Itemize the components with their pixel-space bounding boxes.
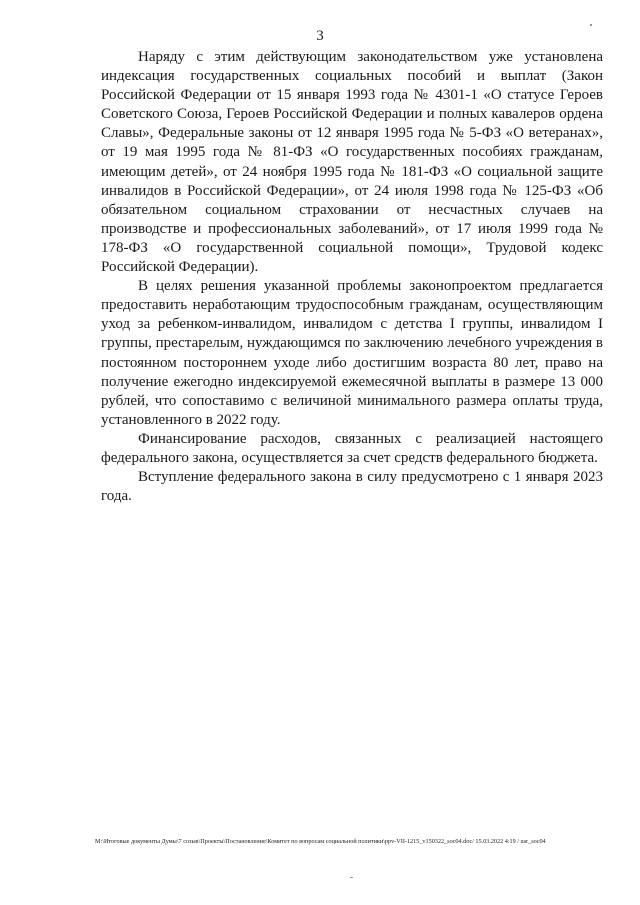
paragraph-proposal: В целях решения указанной проблемы законопроектом предлагается предоставить неработающим трудоспособным гражданам, осуществляющим уход за ребенком-инвалидом, инвалидом с детства I группы, инвалидом I группы, престарелым, нуждающимся по заключению лечебного учреждения в постоянном постороннем уходе либо достигшим возраста 80 лет, право на получение ежегодно индексируемой ежемесячной выплаты в размере 13 000 рублей, что сопоставимо с величиной минимального размера оплаты труда, установленного в 2022 году. [101,278,603,428]
paragraph-indexation: Наряду с этим действующим законодательством уже установлена индексация государственных социальных пособий и выплат (Закон Российской Федерации от 15 января 1993 года № 4301-1 «О статусе Героев Советского Союза, Героев Российской Федерации и полных кавалеров ордена Славы», Федеральные законы от 12 января 1995 года № 5-ФЗ «О ветеранах», от 19 мая 1995 года № 81-ФЗ «О государственных пособиях гражданам, имеющим детей», от 24 ноября 1995 года № 181-ФЗ «О социальной защите инвалидов в Российской Федерации», от 24 июля 1998 года № 125-ФЗ «Об обязательном социальном страховании от несчастных случаев на производстве и профессиональных заболеваний», от 17 июля 1999 года № 178-ФЗ «О государственной социальной помощи», Трудовой кодекс Российской Федерации). [101,49,603,276]
scan-mark [590,24,592,26]
paragraph-effective-date: Вступление федерального закона в силу предусмотрено с 1 января 2023 года. [101,469,603,505]
scan-mark-bottom [350,877,353,878]
file-path-footer: M:\Итоговые документы Думы\7 созыв\Проекты\Постановление\Комитет по вопросам социальной политики\ppv-VII-1215_v150322_soc04.doc/ 15.03.2022 4:19 / usr_soc04 [95,838,546,845]
page-number: 3 [316,28,324,44]
paragraph-financing: Финансирование расходов, связанных с реализацией настоящего федерального закона, осуществляется за счет средств федерального бюджета. [101,430,603,466]
document-body [101,48,603,506]
